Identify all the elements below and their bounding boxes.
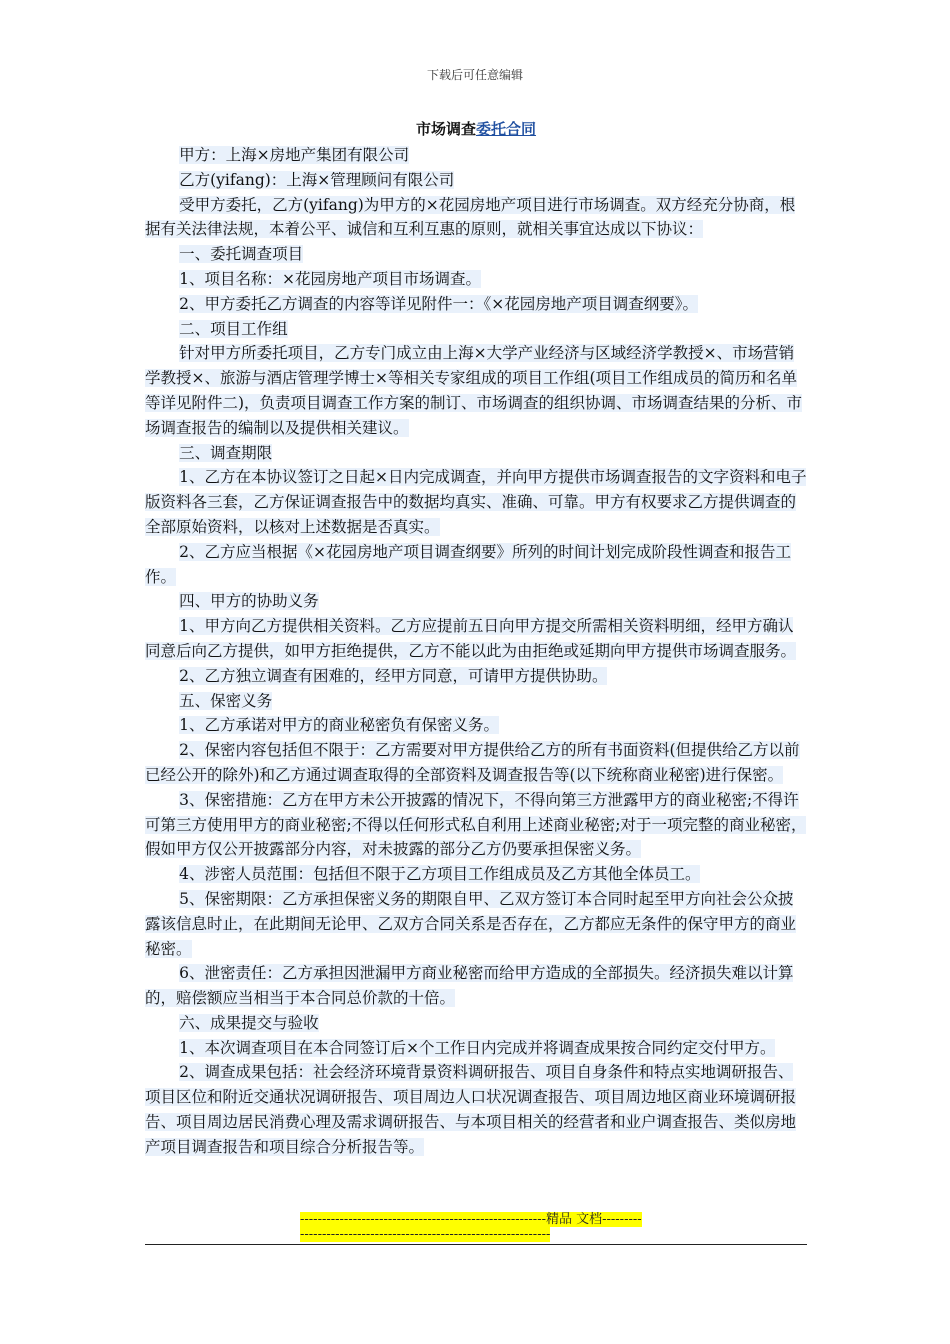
- paragraph-text: 2、保密内容包括但不限于：乙方需要对甲方提供给乙方的所有书面资料(但提供给乙方以前已经公开的除外)和乙方通过调查取得的全部资料及调查报告等(以下统称商业秘密)进行保密。: [145, 741, 800, 784]
- paragraph: [145, 961, 807, 1011]
- paragraph-text: 2、乙方独立调查有困难的，经甲方同意，可请甲方提供协助。: [179, 666, 608, 685]
- paragraph-text: 针对甲方所委托项目，乙方专门成立由上海×大学产业经济与区域经济学教授×、市场营销学教授×、旅游与酒店管理学博士×等相关专家组成的项目工作组(项目工作组成员的简历和名单等详见附件二)，负责项目调查工作方案的制订、市场调查的组织协调、市场调查结果的分析、市场调查报告的编制以及提供相关建议。: [145, 344, 803, 437]
- paragraph: [145, 862, 807, 887]
- paragraph: [145, 738, 807, 788]
- paragraph: [145, 317, 807, 342]
- title-link[interactable]: 委托合同: [476, 120, 537, 138]
- paragraph-text: 1、乙方承诺对甲方的商业秘密负有保密义务。: [179, 716, 499, 735]
- paragraph: [145, 887, 807, 961]
- paragraph: [145, 1060, 807, 1159]
- paragraph-text: 1、甲方向乙方提供相关资料。乙方应提前五日向甲方提交所需相关资料明细，经甲方确认同意后向乙方提供，如甲方拒绝提供，乙方不能以此为由拒绝或延期向甲方提供市场调查服务。: [145, 617, 797, 660]
- paragraph-text: 2、调查成果包括：社会经济环境背景资料调研报告、项目自身条件和特点实地调研报告、项目区位和附近交通状况调研报告、项目周边人口状况调查报告、项目周边地区商业环境调研报告、项目周边居民消费心理及需求调研报告、与本项目相关的经营者和业户调查报告、类似房地产项目调查报告和项目综合分析报告等。: [145, 1063, 797, 1156]
- paragraph: [145, 143, 807, 168]
- paragraph-text: 3、保密措施：乙方在甲方未公开披露的情况下，不得向第三方泄露甲方的商业秘密;不得许可第三方使用甲方的商业秘密;不得以任何形式私自利用上述商业秘密;对于一项完整的商业秘密，假如甲方仅公开披露部分内容，对未披露的部分乙方仍要承担保密义务。: [145, 790, 807, 859]
- paragraph: [145, 614, 807, 664]
- paragraph-text: 乙方(yifang)：上海×管理顾问有限公司: [179, 170, 455, 189]
- paragraph-text: 1、项目名称：×花园房地产项目市场调查。: [179, 269, 481, 288]
- paragraph-text: 2、乙方应当根据《×花园房地产项目调查纲要》所列的时间计划完成阶段性调查和报告工作。: [145, 542, 791, 586]
- paragraph-text: 1、本次调查项目在本合同签订后×个工作日内完成并将调查成果按合同约定交付甲方。: [179, 1038, 776, 1057]
- document-body: [145, 117, 807, 1160]
- paragraph: [145, 193, 807, 243]
- paragraph: [145, 341, 807, 440]
- paragraph: [145, 441, 807, 466]
- title-plain: 市场调查: [415, 120, 476, 138]
- paragraph: [145, 589, 807, 614]
- paragraph: [145, 664, 807, 689]
- paragraph: [145, 540, 807, 590]
- paragraph-text: 5、保密期限：乙方承担保密义务的期限自甲、乙双方签订本合同时起至甲方向社会公众披露该信息时止，在此期间无论甲、乙双方合同关系是否存在，乙方都应无条件的保守甲方的商业秘密。: [145, 889, 797, 958]
- paragraph: [145, 242, 807, 267]
- paragraph: [145, 788, 807, 862]
- paragraph: [145, 1011, 807, 1036]
- paragraph: [145, 465, 807, 539]
- document-title: [145, 117, 807, 141]
- paragraph-list: [145, 143, 807, 1160]
- paragraph: [145, 267, 807, 292]
- paragraph-text: 一、委托调查项目: [179, 245, 304, 264]
- paragraph-text: 6、泄密责任：乙方承担因泄漏甲方商业秘密而给甲方造成的全部损失。经济损失难以计算的，赔偿额应当相当于本合同总价款的十倍。: [145, 964, 794, 1008]
- paragraph: [145, 689, 807, 714]
- page-header: 下载后可任意编辑: [426, 68, 523, 82]
- paragraph: [145, 168, 807, 193]
- paragraph-text: 1、乙方在本协议签订之日起×日内完成调查，并向甲方提供市场调查报告的文字资料和电子版资料各三套，乙方保证调查报告中的数据均真实、准确、可靠。甲方有权要求乙方提供调查的全部原始资料，以核对上述数据是否真实。: [145, 468, 807, 536]
- paragraph-text: 五、保密义务: [179, 691, 273, 710]
- paragraph-text: 受甲方委托，乙方(yifang)为甲方的×花园房地产项目进行市场调查。双方经充分协商，根据有关法律法规，本着公平、诚信和互利互惠的原则，就相关事宜达成以下协议：: [145, 195, 796, 239]
- paragraph: [145, 292, 807, 317]
- paragraph: [145, 1036, 807, 1061]
- paragraph-text: 六、成果提交与验收: [179, 1013, 319, 1032]
- paragraph-text: 四、甲方的协助义务: [179, 592, 319, 611]
- footer-divider: [145, 1244, 807, 1245]
- paragraph-text: 三、调查期限: [179, 443, 273, 462]
- footer-text: --------------------------------------------------------精品 文档------------------------------------------------------------------: [300, 1212, 642, 1242]
- paragraph-text: 甲方：上海×房地产集团有限公司: [179, 146, 410, 164]
- footer-banner: [300, 1212, 645, 1242]
- paragraph-text: 2、甲方委托乙方调查的内容等详见附件一：《×花园房地产项目调查纲要》。: [179, 294, 698, 313]
- paragraph: [145, 713, 807, 738]
- paragraph-text: 二、项目工作组: [179, 319, 288, 338]
- paragraph-text: 4、涉密人员范围：包括但不限于乙方项目工作组成员及乙方其他全体员工。: [179, 865, 701, 884]
